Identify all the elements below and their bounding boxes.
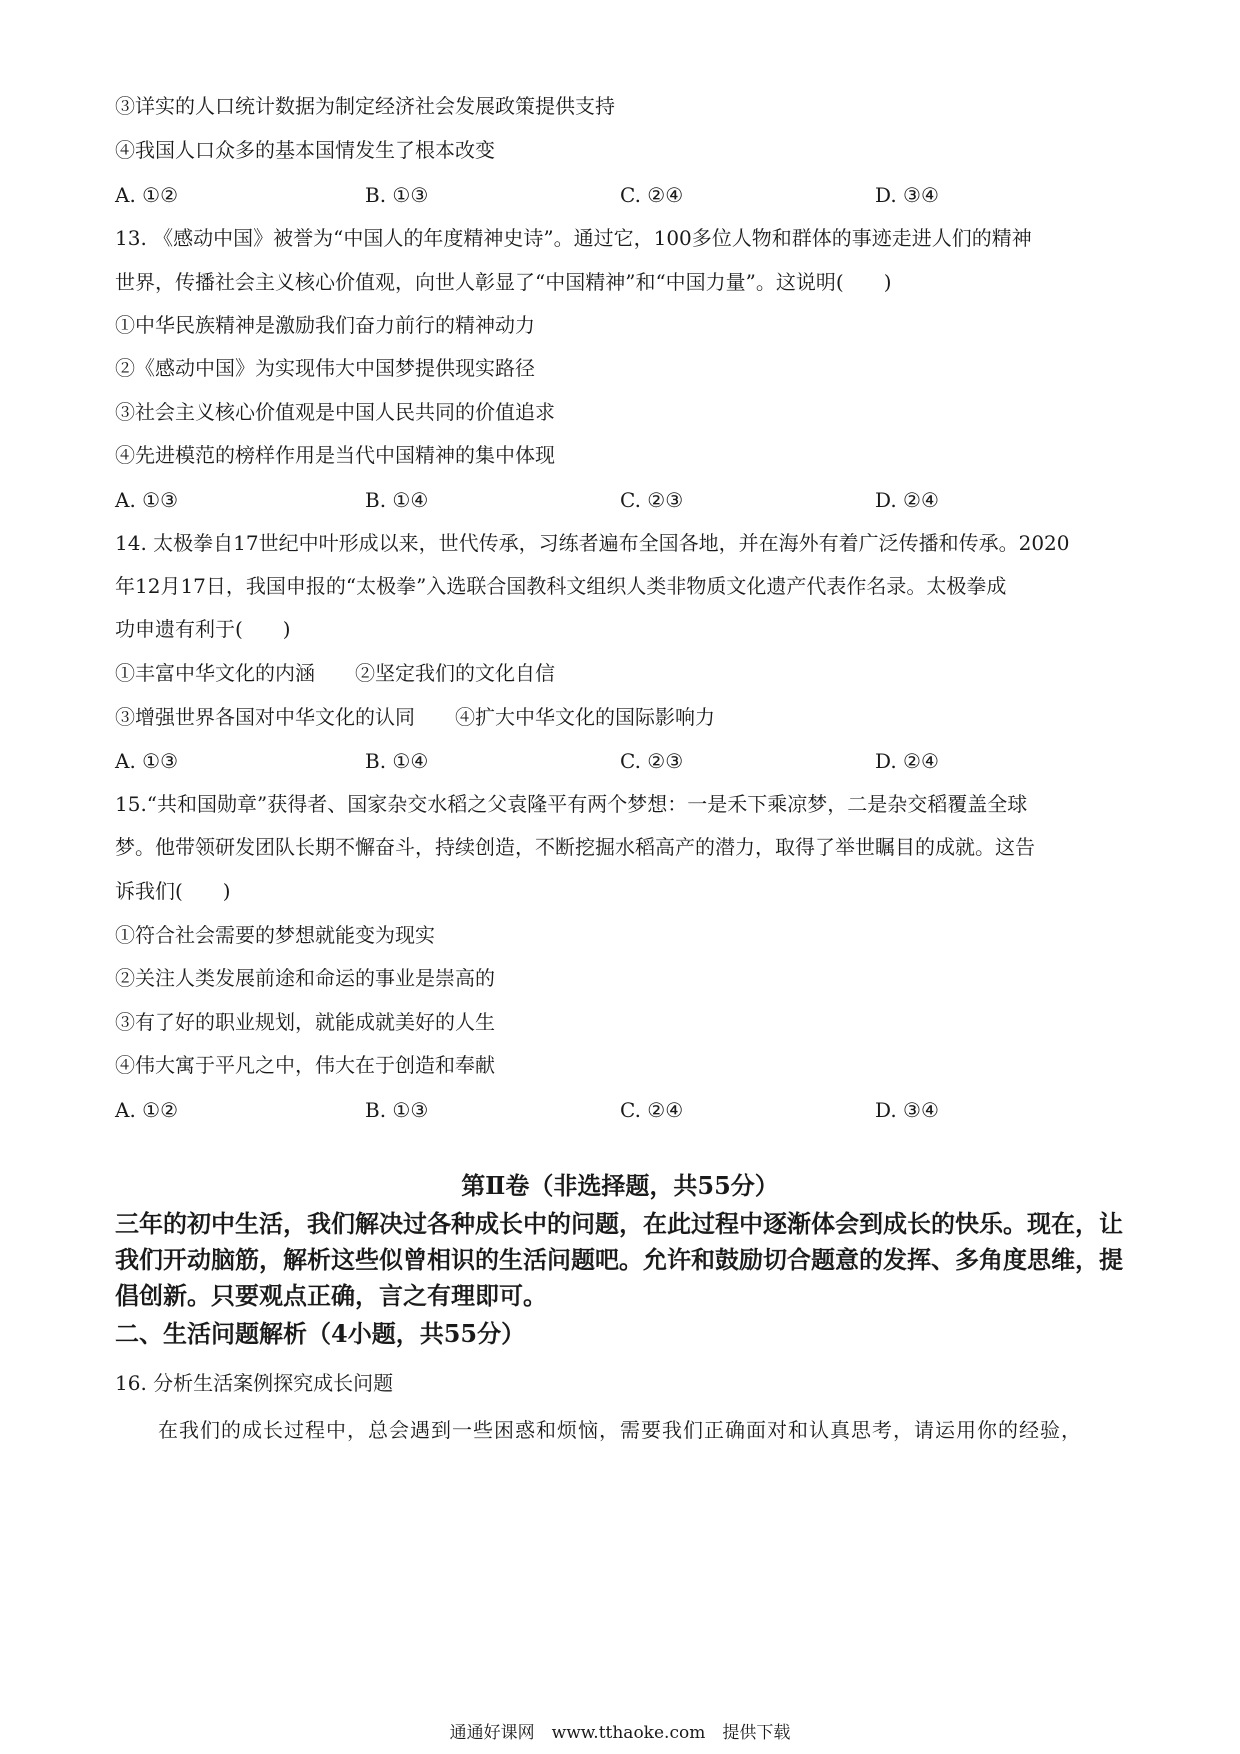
q15-stem-line-1: 15.“共和国勋章”获得者、国家杂交水稻之父袁隆平有两个梦想：一是禾下乘凉梦，二是杂交稻覆盖全球 xyxy=(115,792,1028,816)
q15-option-1: ①符合社会需要的梦想就能变为现实 xyxy=(115,923,435,947)
part2-intro: 三年的初中生活，我们解决过各种成长中的问题，在此过程中逐渐体会到成长的快乐。现在，让我们开动脑筋，解析这些似曾相识的生活问题吧。允许和鼓励切合题意的发挥、多角度思维，提倡创新。只要观点正确，言之有理即可。 xyxy=(115,1209,1123,1310)
q14-stem-line-2: 年12月17日，我国申报的“太极拳”入选联合国教科文组织人类非物质文化遗产代表作名录。太极拳成 xyxy=(115,574,1007,598)
q12-choice-a: A. ①② xyxy=(115,183,179,207)
section-heading: 二、生活问题解析（4小题，共55分） xyxy=(115,1319,526,1348)
q15-choice-c: C. ②④ xyxy=(620,1098,684,1122)
q13-option-3: ③社会主义核心价值观是中国人民共同的价值追求 xyxy=(115,400,555,424)
q13-choice-c: C. ②③ xyxy=(620,488,684,512)
q12-option-4: ④我国人口众多的基本国情发生了根本改变 xyxy=(115,138,495,162)
q12-choice-d: D. ③④ xyxy=(875,183,939,207)
q15-option-4: ④伟大寓于平凡之中，伟大在于创造和奉献 xyxy=(115,1053,495,1077)
q16-title: 16. 分析生活案例探究成长问题 xyxy=(115,1371,394,1395)
q14-option-2: ②坚定我们的文化自信 xyxy=(355,661,555,685)
q13-option-2: ②《感动中国》为实现伟大中国梦提供现实路径 xyxy=(115,356,535,380)
q13-option-1: ①中华民族精神是激励我们奋力前行的精神动力 xyxy=(115,313,535,337)
q15-choice-a: A. ①② xyxy=(115,1098,179,1122)
q13-stem-line-2: 世界，传播社会主义核心价值观，向世人彰显了“中国精神”和“中国力量”。这说明( ) xyxy=(115,270,892,294)
q13-option-4: ④先进模范的榜样作用是当代中国精神的集中体现 xyxy=(115,443,555,467)
q15-stem-line-2: 梦。他带领研发团队长期不懈奋斗，持续创造，不断挖掘水稻高产的潜力，取得了举世瞩目的成就。这告 xyxy=(115,835,1035,859)
q12-choice-c: C. ②④ xyxy=(620,183,684,207)
q14-option-3: ③增强世界各国对中华文化的认同 xyxy=(115,705,415,729)
part2-title: 第Ⅱ卷（非选择题，共55分） xyxy=(461,1171,779,1200)
q14-stem-line-1: 14. 太极拳自17世纪中叶形成以来，世代传承，习练者遍布全国各地，并在海外有着广泛传播和传承。2020 xyxy=(115,531,1070,555)
q14-option-1: ①丰富中华文化的内涵 xyxy=(115,661,315,685)
q14-choice-a: A. ①③ xyxy=(115,749,179,773)
q13-choice-d: D. ②④ xyxy=(875,488,939,512)
footer-source: 通通好课网 www.tthaoke.com 提供下载 xyxy=(449,1723,791,1743)
q14-choice-d: D. ②④ xyxy=(875,749,939,773)
q14-choice-b: B. ①④ xyxy=(365,749,429,773)
q13-stem-line-1: 13. 《感动中国》被誉为“中国人的年度精神史诗”。通过它，100多位人物和群体的事迹走进人们的精神 xyxy=(115,226,1032,250)
q12-option-3: ③详实的人口统计数据为制定经济社会发展政策提供支持 xyxy=(115,94,615,118)
q14-options-row-1 xyxy=(115,659,555,687)
q15-option-2: ②关注人类发展前途和命运的事业是崇高的 xyxy=(115,966,495,990)
q14-option-4: ④扩大中华文化的国际影响力 xyxy=(455,705,715,729)
q15-stem-line-3: 诉我们( ) xyxy=(115,879,231,903)
q13-choice-b: B. ①④ xyxy=(365,488,429,512)
q14-choice-c: C. ②③ xyxy=(620,749,684,773)
q15-choice-d: D. ③④ xyxy=(875,1098,939,1122)
q14-stem-line-3: 功申遗有利于( ) xyxy=(115,617,291,641)
q15-choice-b: B. ①③ xyxy=(365,1098,429,1122)
q15-option-3: ③有了好的职业规划，就能成就美好的人生 xyxy=(115,1010,495,1034)
q12-choice-b: B. ①③ xyxy=(365,183,429,207)
q14-options-row-2 xyxy=(115,703,715,731)
q16-text: 在我们的成长过程中，总会遇到一些困惑和烦恼，需要我们正确面对和认真思考，请运用你的经验， xyxy=(158,1418,1082,1442)
q13-choice-a: A. ①③ xyxy=(115,488,179,512)
